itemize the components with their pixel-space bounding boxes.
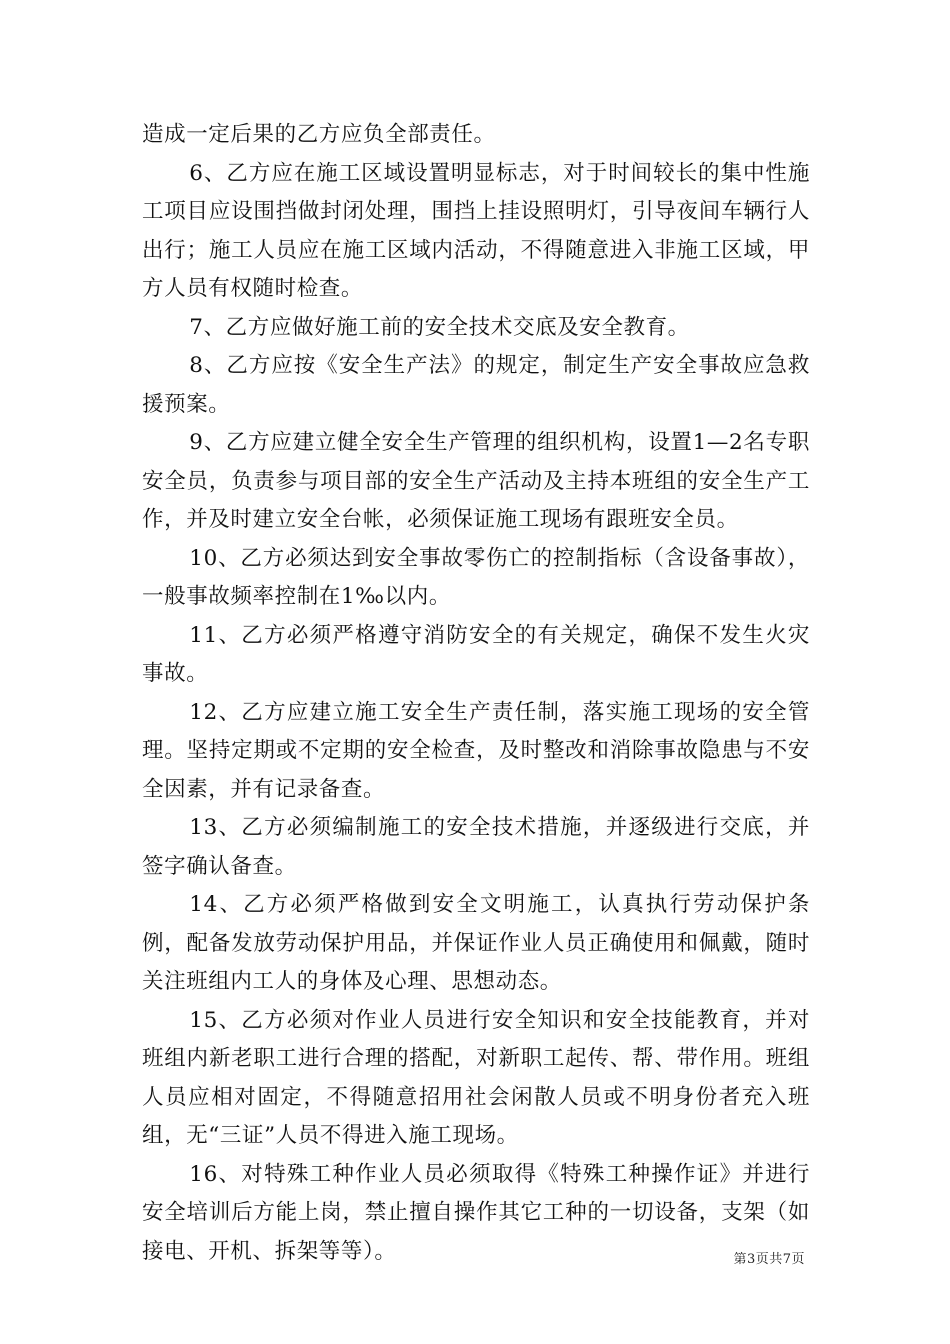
clause-8: 8、乙方应按《安全生产法》的规定，制定生产安全事故应急救援预案。 bbox=[142, 353, 810, 417]
clause-12: 12、乙方应建立施工安全生产责任制，落实施工现场的安全管理。坚持定期或不定期的安全检查，及时整改和消除事故隐患与不安全因素，并有记录备查。 bbox=[142, 699, 810, 802]
paragraph-continuation: 造成一定后果的乙方应负全部责任。 bbox=[142, 122, 496, 147]
clause-15: 15、乙方必须对作业人员进行安全知识和安全技能教育，并对班组内新老职工进行合理的搭配，对新职工起传、帮、带作用。班组人员应相对固定，不得随意招用社会闲散人员或不明身份者充入班组，无“三证”人员不得进入施工现场。 bbox=[142, 1007, 810, 1148]
clause-11: 11、乙方必须严格遵守消防安全的有关规定，确保不发生火灾事故。 bbox=[142, 622, 810, 686]
clause-13: 13、乙方必须编制施工的安全技术措施，并逐级进行交底，并签字确认备查。 bbox=[142, 815, 810, 879]
clause-14: 14、乙方必须严格做到安全文明施工，认真执行劳动保护条例，配备发放劳动保护用品，并保证作业人员正确使用和佩戴，随时关注班组内工人的身体及心理、思想动态。 bbox=[142, 892, 810, 994]
clause-10: 10、乙方必须达到安全事故零伤亡的控制指标（含设备事故），一般事故频率控制在1‰以内。 bbox=[142, 545, 810, 609]
clause-9: 9、乙方应建立健全安全生产管理的组织机构，设置1—2名专职安全员，负责参与项目部的安全生产活动及主持本班组的安全生产工作，并及时建立安全台帐，必须保证施工现场有跟班安全员。 bbox=[142, 430, 810, 532]
clause-6: 6、乙方应在施工区域设置明显标志，对于时间较长的集中性施工项目应设围挡做封闭处理，围挡上挂设照明灯，引导夜间车辆行人出行；施工人员应在施工区域内活动，不得随意进入非施工区域，甲方人员有权随时检查。 bbox=[142, 160, 810, 301]
clause-16: 16、对特殊工种作业人员必须取得《特殊工种操作证》并进行安全培训后方能上岗，禁止擅自操作其它工种的一切设备，支架（如接电、开机、拆架等等）。 bbox=[142, 1161, 810, 1264]
document-body bbox=[142, 116, 810, 1271]
clause-7: 7、乙方应做好施工前的安全技术交底及安全教育。 bbox=[189, 314, 690, 340]
page-number: 第3页共7页 bbox=[733, 1252, 805, 1267]
